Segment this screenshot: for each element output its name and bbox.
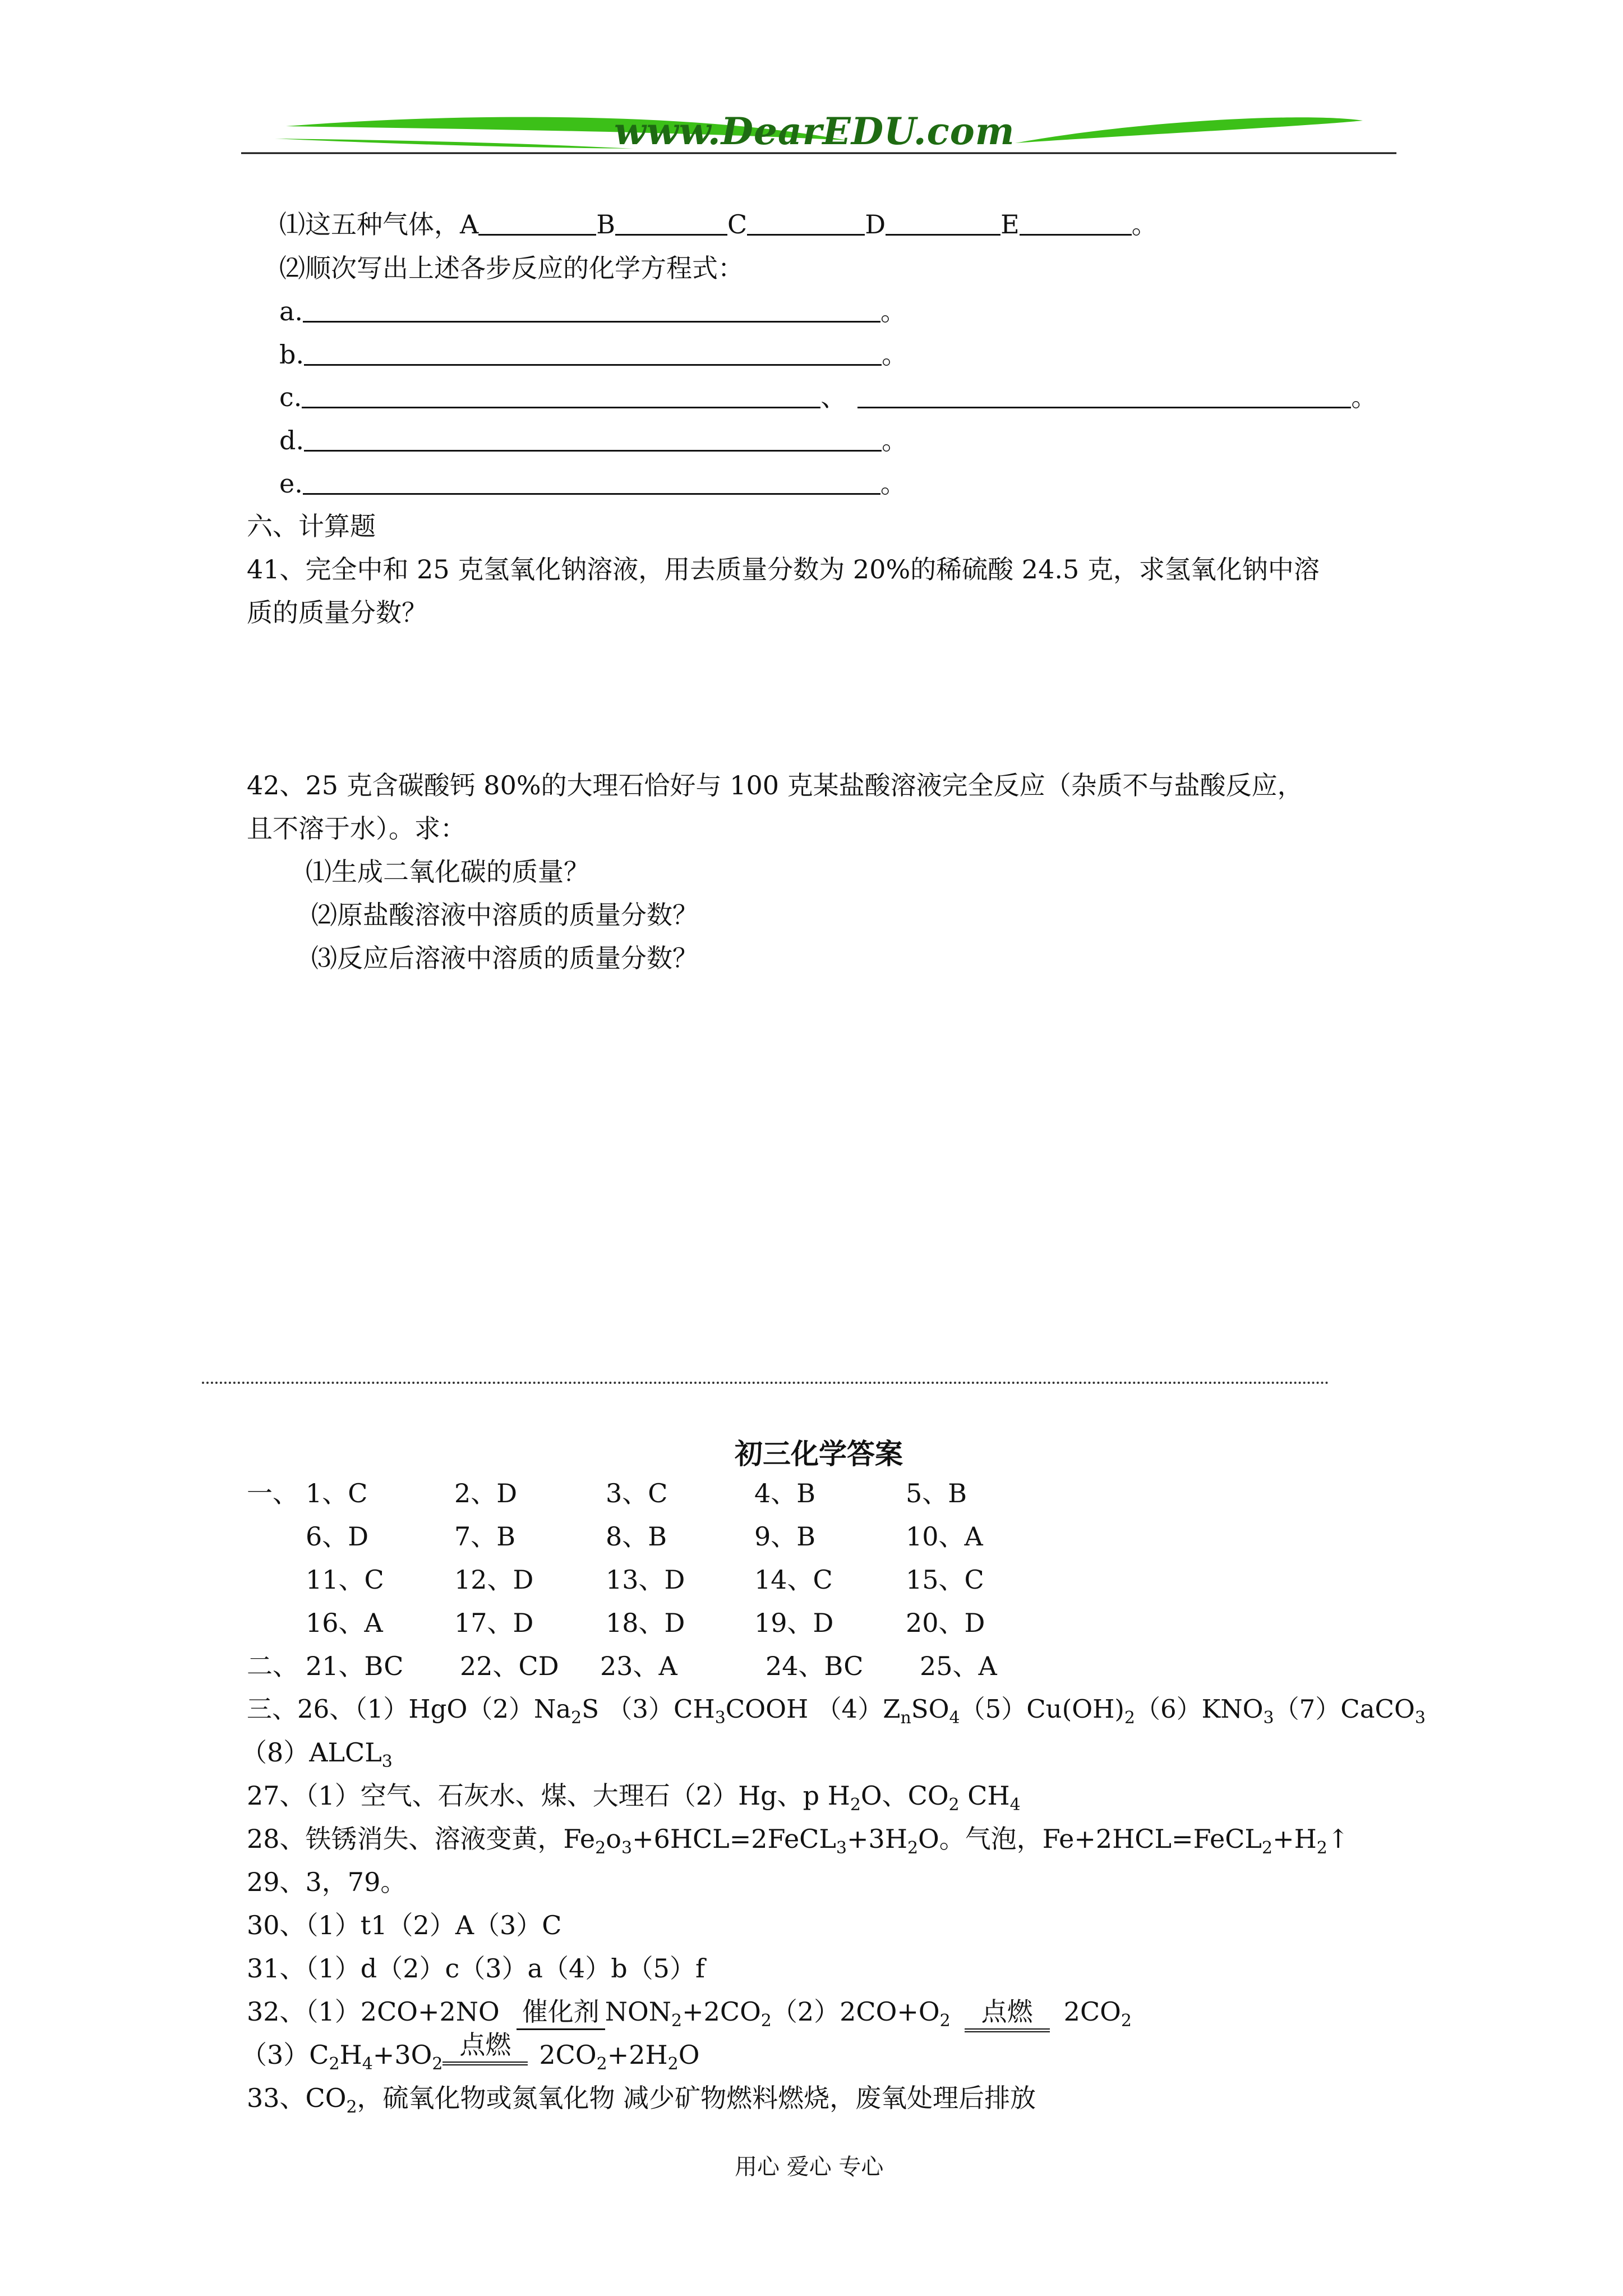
q28-sub: 2 [1261, 1838, 1273, 1858]
dotted-separator [202, 1382, 1329, 1384]
eq-end: 。 [880, 296, 907, 326]
eq-end: 。 [882, 425, 908, 455]
equation-blank[interactable] [303, 295, 880, 323]
q33-part: 33、CO [247, 2083, 347, 2113]
mc-answer: 13、D [606, 1565, 685, 1595]
q32-part: （3）C [241, 2040, 329, 2070]
mc-answer: 14、C [754, 1565, 833, 1595]
q41-line1: 41、完全中和 25 克氢氧化钠溶液，用去质量分数为 20%的稀硫酸 24.5 克，求氢氧化钠中溶 [247, 554, 1320, 585]
q28-answer [247, 1822, 1349, 1856]
q28-part: +3H [847, 1824, 907, 1854]
ignite-label: 点燃 [965, 1995, 1050, 2032]
equation-line-b [279, 338, 907, 371]
equation-line-d [279, 424, 907, 457]
eq-label: a. [279, 296, 303, 326]
q32-part: 32、（1）2CO+2NO [247, 1996, 500, 2027]
mc-answer: 2、D [454, 1478, 518, 1508]
equation-line-c [279, 380, 1377, 414]
q27-answer [247, 1779, 1021, 1815]
q32-answer-line2 [241, 2030, 700, 2076]
mc-prefix: 一、 [247, 1478, 298, 1508]
q26-part: 三、26、（1）HgO（2）Na [247, 1694, 571, 1724]
q32-answer-line1 [247, 1995, 1132, 2032]
ignite-condition [965, 1995, 1050, 2032]
q42-sub1: ⑴生成二氧化碳的质量？ [306, 857, 589, 887]
q27-part: O、CO [860, 1780, 949, 1811]
q28-sub: 2 [1316, 1838, 1327, 1858]
q42-line1: 42、25 克含碳酸钙 80%的大理石恰好与 100 克某盐酸溶液完全反应（杂质不与盐酸反应， [247, 770, 1303, 800]
letter-e: E [1000, 209, 1020, 240]
eq-label: d. [279, 425, 305, 455]
mc-answer: 5、B [906, 1478, 967, 1508]
mc-answer: 6、D [306, 1521, 369, 1552]
q33-answer [247, 2081, 1036, 2115]
q28-part: +H [1272, 1824, 1317, 1854]
mc-answer: 17、D [454, 1608, 534, 1638]
mc-answer: 11、C [306, 1565, 384, 1595]
equation-blank[interactable] [857, 381, 1351, 408]
equation-blank[interactable] [303, 467, 880, 495]
q32-sub: 2 [760, 2011, 772, 2031]
q26-sub: 2 [1124, 1708, 1136, 1728]
equation-line-a [279, 295, 906, 328]
q26-part: （7）CaCO [1274, 1694, 1415, 1724]
mc-answer: 20、D [906, 1608, 985, 1638]
blank-d[interactable] [886, 208, 1000, 236]
q1-end: 。 [1131, 209, 1158, 240]
mc-answer: 7、B [454, 1521, 516, 1552]
q32-part: +3O [372, 2040, 432, 2070]
q30-answer: 30、（1）t1（2）A（3）C [247, 1910, 562, 1940]
mc-answer: 1、C [306, 1478, 368, 1508]
equation-blank[interactable] [304, 338, 882, 366]
mc-answer: 3、C [606, 1478, 668, 1508]
q26-part: （5）Cu(OH) [960, 1694, 1124, 1724]
eq-label: b. [279, 339, 305, 370]
q26-sub: 3 [1263, 1708, 1274, 1728]
q29-answer: 29、3，79。 [247, 1867, 407, 1897]
q27-sub: 4 [1009, 1795, 1021, 1815]
q2-instruction: ⑵顺次写出上述各步反应的化学方程式： [279, 253, 744, 283]
q32-part: O [678, 2040, 700, 2070]
q42-line2: 且不溶于水）。求： [247, 813, 466, 844]
q32-part: 2CO [539, 2040, 597, 2070]
answers-title: 初三化学答案 [735, 1437, 903, 1470]
eq-end: 。 [880, 468, 906, 499]
letter-c: C [727, 209, 748, 240]
q32-part: （2）2CO+O [771, 1996, 940, 2027]
mc-answer: 12、D [454, 1565, 534, 1595]
q32-sub: 2 [432, 2054, 443, 2074]
mc-answer: 9、B [754, 1521, 816, 1552]
catalyst-label: 催化剂 [517, 1995, 605, 2030]
equation-blank[interactable] [304, 424, 882, 452]
eq-end: 。 [1351, 382, 1377, 412]
q27-sub: 2 [850, 1795, 861, 1815]
q26-part: COOH （4）Z [725, 1694, 901, 1724]
q32-sub: 2 [939, 2011, 951, 2031]
q28-sub: 3 [836, 1838, 847, 1858]
eq-label: c. [279, 382, 302, 412]
q26-part: （8）ALCL [241, 1737, 382, 1768]
q32-part: +2H [607, 2040, 668, 2070]
multi-answer: 21、BC [306, 1651, 404, 1681]
equation-line-e [279, 467, 906, 500]
catalyst-condition [517, 1995, 605, 2030]
q26-answer-line1 [247, 1692, 1426, 1726]
multi-answer: 24、BC [766, 1651, 864, 1681]
q28-sub: 2 [595, 1838, 606, 1858]
q1-prefix: ⑴这五种气体， [279, 209, 460, 240]
mc-answer: 10、A [906, 1521, 983, 1552]
eq-separator: 、 [820, 382, 847, 412]
q33-sub: 2 [346, 2097, 357, 2117]
mc-answer: 15、C [906, 1565, 984, 1595]
q26-sub: n [900, 1708, 911, 1728]
multi-prefix: 二、 [247, 1651, 298, 1681]
page-footer: 用心 爱心 专心 [735, 2154, 884, 2180]
ignite-label: 点燃 [442, 2028, 528, 2065]
mc-answer: 8、B [606, 1521, 667, 1552]
equation-blank[interactable] [302, 381, 820, 408]
q28-part: 28、铁锈消失、溶液变黄，Fe [247, 1824, 596, 1854]
site-logo-text: www.DearEDU.com [614, 109, 1015, 153]
q41-line2: 质的质量分数？ [247, 597, 427, 628]
q42-sub3: ⑶反应后溶液中溶质的质量分数？ [311, 943, 698, 973]
blank-e[interactable] [1020, 208, 1132, 236]
up-arrow-icon: ↑ [1327, 1824, 1349, 1854]
q28-part: +6HCL=2FeCL [632, 1824, 836, 1854]
q28-sub: 3 [621, 1838, 633, 1858]
mc-answer: 18、D [606, 1608, 685, 1638]
q28-part: o [606, 1824, 621, 1854]
q32-sub: 2 [596, 2054, 607, 2074]
q32-sub: 4 [362, 2054, 373, 2074]
q26-answer-line2 [241, 1736, 393, 1772]
q32-part: NON [605, 1996, 671, 2027]
multi-answer: 23、A [600, 1651, 677, 1681]
mc-answer: 19、D [754, 1608, 834, 1638]
section6-title: 六、计算题 [247, 511, 376, 541]
q26-sub: 2 [571, 1708, 582, 1728]
q31-answer: 31、（1）d（2）c（3）a（4）b（5）f [247, 1953, 705, 1984]
q27-sub: 2 [948, 1795, 960, 1815]
q33-part: ，硫氧化物或氮氧化物 减少矿物燃料燃烧，废氧处理后排放 [357, 2083, 1036, 2113]
q32-sub: 2 [667, 2054, 679, 2074]
multi-answer: 25、A [920, 1651, 997, 1681]
eq-label: e. [279, 468, 303, 499]
letter-d: D [865, 209, 886, 240]
letter-a: A [460, 209, 479, 240]
q27-part: CH [959, 1780, 1010, 1811]
q26-sub: 3 [381, 1752, 393, 1772]
q32-part: H [339, 2040, 362, 2070]
q26-part: SO [911, 1694, 949, 1724]
q42-sub2: ⑵原盐酸溶液中溶质的质量分数？ [311, 900, 698, 930]
q32-sub: 2 [329, 2054, 340, 2074]
mc-answer: 16、A [306, 1608, 383, 1638]
multi-answer: 22、CD [460, 1651, 559, 1681]
q32-sub: 2 [1121, 2011, 1132, 2031]
eq-end: 。 [882, 339, 908, 370]
blank-b[interactable] [615, 208, 727, 236]
q26-part: （6）KNO [1135, 1694, 1264, 1724]
q32-part: 2CO [1063, 1996, 1121, 2027]
q27-part: 27、（1）空气、石灰水、煤、大理石（2）Hg、p H [247, 1780, 850, 1811]
blank-a[interactable] [478, 208, 596, 236]
q28-part: O。气泡，Fe+2HCL=FeCL [918, 1824, 1262, 1854]
mc-answer: 4、B [754, 1478, 816, 1508]
ignite-condition [442, 2028, 528, 2065]
q26-sub: 4 [949, 1708, 960, 1728]
blank-c[interactable] [747, 208, 865, 236]
q26-part: S （3）CH [582, 1694, 715, 1724]
q32-part: +2CO [682, 1996, 761, 2027]
q28-sub: 2 [907, 1838, 919, 1858]
q1-fill-in [279, 208, 1158, 241]
q26-sub: 3 [1414, 1708, 1426, 1728]
q26-sub: 3 [714, 1708, 726, 1728]
letter-b: B [596, 209, 616, 240]
q32-sub: 2 [671, 2011, 683, 2031]
